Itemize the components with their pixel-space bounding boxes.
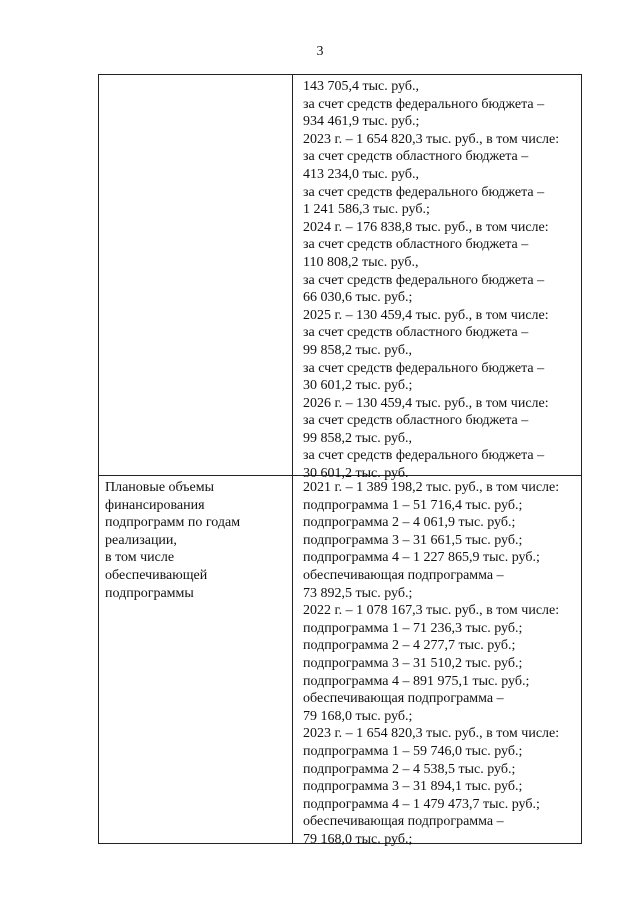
text-line: за счет средств областного бюджета – xyxy=(303,149,529,165)
text-line: за счет средств федерального бюджета – xyxy=(303,96,545,112)
row2-content-cell xyxy=(303,479,559,848)
text-line: 934 461,9 тыс. руб.; xyxy=(303,114,420,130)
text-line: Плановые объемы xyxy=(105,480,215,495)
text-line: 30 601,2 тыс. руб.; xyxy=(303,378,413,394)
text-line: в том числе xyxy=(105,550,175,566)
page-number: 3 xyxy=(316,44,324,59)
text-line: обеспечивающей xyxy=(105,567,208,583)
text-line: 79 168,0 тыс. руб.; xyxy=(303,708,413,724)
text-line: 30 601,2 тыс. руб. xyxy=(303,466,409,482)
text-line: подпрограмма 4 – 1 479 473,7 тыс. руб.; xyxy=(303,796,540,812)
financing-table xyxy=(98,74,582,847)
text-line: 2022 г. – 1 078 167,3 тыс. руб., в том числе: xyxy=(303,603,560,619)
text-line: 79 168,0 тыс. руб.; xyxy=(303,831,413,847)
text-line: подпрограмма 4 – 891 975,1 тыс. руб.; xyxy=(303,673,530,689)
text-line: за счет средств областного бюджета – xyxy=(303,325,529,341)
text-line: 2024 г. – 176 838,8 тыс. руб., в том числе: xyxy=(303,219,549,235)
text-line: 2025 г. – 130 459,4 тыс. руб., в том числе: xyxy=(303,307,549,323)
text-line: за счет средств федерального бюджета – xyxy=(303,360,545,376)
text-line: подпрограмма 2 – 4 277,7 тыс. руб.; xyxy=(303,638,516,654)
text-line: 110 808,2 тыс. руб., xyxy=(303,254,419,270)
text-line: подпрограмма 1 – 59 746,0 тыс. руб.; xyxy=(303,743,523,759)
text-line: подпрограмма 3 – 31 661,5 тыс. руб.; xyxy=(303,532,523,548)
text-line: 1 241 586,3 тыс. руб.; xyxy=(303,202,430,218)
text-line: подпрограмма 1 – 71 236,3 тыс. руб.; xyxy=(303,620,523,636)
text-line: обеспечивающая подпрограмма – xyxy=(303,691,504,707)
text-line: 66 030,6 тыс. руб.; xyxy=(303,290,413,306)
text-line: за счет средств областного бюджета – xyxy=(303,413,529,429)
text-line: подпрограмма 2 – 4 061,9 тыс. руб.; xyxy=(303,515,516,531)
text-line: за счет средств федерального бюджета – xyxy=(303,272,545,288)
text-line: за счет средств областного бюджета – xyxy=(303,237,529,253)
text-line: 2021 г. – 1 389 198,2 тыс. руб., в том числе: xyxy=(303,480,560,495)
table-column-divider xyxy=(292,75,293,843)
text-line: 143 705,4 тыс. руб., xyxy=(303,79,419,94)
text-line: 99 858,2 тыс. руб., xyxy=(303,342,412,358)
row1-content-cell xyxy=(303,78,559,483)
text-line: 99 858,2 тыс. руб., xyxy=(303,430,412,446)
text-line: подпрограммы xyxy=(105,585,194,601)
text-line: подпрограмма 1 – 51 716,4 тыс. руб.; xyxy=(303,497,523,513)
text-line: обеспечивающая подпрограмма – xyxy=(303,814,504,830)
text-line: 2026 г. – 130 459,4 тыс. руб., в том числе: xyxy=(303,395,549,411)
text-line: реализации, xyxy=(105,532,177,548)
row2-label-cell xyxy=(105,479,240,602)
text-line: 2023 г. – 1 654 820,3 тыс. руб., в том числе: xyxy=(303,131,560,147)
text-line: финансирования xyxy=(105,497,205,513)
text-line: подпрограмма 4 – 1 227 865,9 тыс. руб.; xyxy=(303,550,540,566)
text-line: 73 892,5 тыс. руб.; xyxy=(303,585,413,601)
text-line: обеспечивающая подпрограмма – xyxy=(303,567,504,583)
text-line: за счет средств федерального бюджета – xyxy=(303,184,545,200)
text-line: подпрограмма 3 – 31 510,2 тыс. руб.; xyxy=(303,655,523,671)
text-line: 2023 г. – 1 654 820,3 тыс. руб., в том числе: xyxy=(303,726,560,742)
text-line: подпрограмм по годам xyxy=(105,515,241,531)
text-line: подпрограмма 3 – 31 894,1 тыс. руб.; xyxy=(303,779,523,795)
text-line: подпрограмма 2 – 4 538,5 тыс. руб.; xyxy=(303,761,516,777)
text-line: за счет средств федерального бюджета – xyxy=(303,448,545,464)
text-line: 413 234,0 тыс. руб., xyxy=(303,166,419,182)
